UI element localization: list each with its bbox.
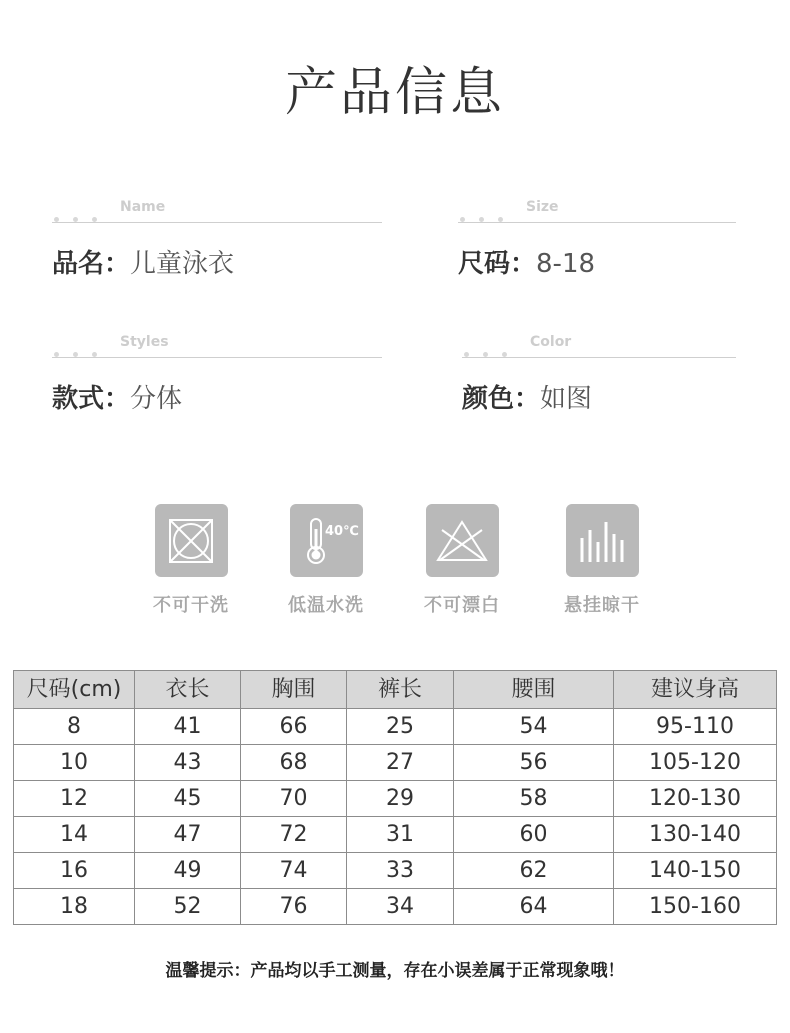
table-cell: 41 bbox=[135, 709, 241, 745]
table-cell: 29 bbox=[347, 781, 454, 817]
table-cell: 120-130 bbox=[614, 781, 777, 817]
table-cell: 140-150 bbox=[614, 853, 777, 889]
table-cell: 70 bbox=[241, 781, 347, 817]
table-row bbox=[14, 709, 777, 745]
care-label: 低温水洗 bbox=[288, 595, 364, 616]
column-header: 尺码(cm) bbox=[14, 671, 135, 709]
field-size bbox=[458, 198, 736, 280]
field-english-label: Color bbox=[530, 334, 572, 350]
dots-decoration bbox=[54, 342, 111, 361]
table-cell: 52 bbox=[135, 889, 241, 925]
hang-dry-icon bbox=[566, 504, 639, 577]
field-english-label: Styles bbox=[120, 334, 169, 350]
care-label: 悬挂晾干 bbox=[564, 595, 640, 616]
no-dry-clean-icon bbox=[155, 504, 228, 577]
field-value: 儿童泳衣 bbox=[130, 249, 235, 279]
table-cell: 58 bbox=[454, 781, 614, 817]
table-cell: 14 bbox=[14, 817, 135, 853]
table-cell: 130-140 bbox=[614, 817, 777, 853]
table-cell: 150-160 bbox=[614, 889, 777, 925]
low-temp-wash-icon bbox=[290, 504, 363, 577]
table-cell: 76 bbox=[241, 889, 347, 925]
table-cell: 10 bbox=[14, 745, 135, 781]
field-value-row bbox=[458, 243, 736, 280]
table-header-row bbox=[14, 671, 777, 709]
table-cell: 16 bbox=[14, 853, 135, 889]
field-name bbox=[52, 198, 382, 280]
field-english-label: Size bbox=[526, 199, 559, 215]
care-no-bleach bbox=[407, 504, 517, 617]
care-hang-dry bbox=[547, 504, 657, 617]
column-header: 腰围 bbox=[454, 671, 614, 709]
table-cell: 54 bbox=[454, 709, 614, 745]
field-styles bbox=[52, 333, 382, 415]
table-row bbox=[14, 889, 777, 925]
table-cell: 45 bbox=[135, 781, 241, 817]
field-header bbox=[52, 198, 382, 223]
field-header bbox=[458, 198, 736, 223]
table-cell: 47 bbox=[135, 817, 241, 853]
table-row bbox=[14, 817, 777, 853]
field-value-row bbox=[462, 378, 736, 415]
table-cell: 33 bbox=[347, 853, 454, 889]
no-bleach-icon bbox=[426, 504, 499, 577]
page-title: 产品信息 bbox=[284, 63, 505, 123]
field-value: 8-18 bbox=[536, 249, 596, 279]
field-english-label: Name bbox=[120, 199, 166, 215]
field-value-row bbox=[52, 243, 382, 280]
table-cell: 34 bbox=[347, 889, 454, 925]
column-header: 胸围 bbox=[241, 671, 347, 709]
table-cell: 49 bbox=[135, 853, 241, 889]
table-cell: 60 bbox=[454, 817, 614, 853]
table-cell: 25 bbox=[347, 709, 454, 745]
table-cell: 62 bbox=[454, 853, 614, 889]
table-cell: 105-120 bbox=[614, 745, 777, 781]
column-header: 衣长 bbox=[135, 671, 241, 709]
dots-decoration bbox=[460, 207, 517, 226]
field-color bbox=[462, 333, 736, 415]
table-cell: 12 bbox=[14, 781, 135, 817]
table-cell: 68 bbox=[241, 745, 347, 781]
field-header bbox=[52, 333, 382, 358]
table-cell: 64 bbox=[454, 889, 614, 925]
dots-decoration bbox=[54, 207, 111, 226]
table-cell: 72 bbox=[241, 817, 347, 853]
field-value: 如图 bbox=[540, 384, 593, 414]
measurement-tip: 温馨提示：产品均以手工测量，存在小误差属于正常现象哦！ bbox=[165, 961, 625, 981]
column-header: 裤长 bbox=[347, 671, 454, 709]
table-cell: 27 bbox=[347, 745, 454, 781]
table-cell: 66 bbox=[241, 709, 347, 745]
care-label: 不可干洗 bbox=[153, 595, 229, 616]
table-row bbox=[14, 853, 777, 889]
size-table bbox=[13, 670, 777, 925]
field-value: 分体 bbox=[130, 384, 183, 414]
dots-decoration bbox=[464, 342, 521, 361]
field-value-row bbox=[52, 378, 382, 415]
table-row bbox=[14, 781, 777, 817]
table-cell: 95-110 bbox=[614, 709, 777, 745]
care-label: 不可漂白 bbox=[424, 595, 500, 616]
field-header bbox=[462, 333, 736, 358]
field-label: 款式： bbox=[52, 384, 131, 414]
column-header: 建议身高 bbox=[614, 671, 777, 709]
svg-text:40℃: 40℃ bbox=[325, 523, 359, 539]
table-cell: 43 bbox=[135, 745, 241, 781]
table-cell: 8 bbox=[14, 709, 135, 745]
table-cell: 56 bbox=[454, 745, 614, 781]
field-label: 尺码： bbox=[458, 249, 537, 279]
table-cell: 18 bbox=[14, 889, 135, 925]
field-label: 颜色： bbox=[462, 384, 541, 414]
field-label: 品名： bbox=[52, 249, 131, 279]
table-cell: 74 bbox=[241, 853, 347, 889]
table-cell: 31 bbox=[347, 817, 454, 853]
table-row bbox=[14, 745, 777, 781]
care-no-dry-clean bbox=[136, 504, 246, 617]
care-low-temp-wash bbox=[271, 504, 381, 617]
